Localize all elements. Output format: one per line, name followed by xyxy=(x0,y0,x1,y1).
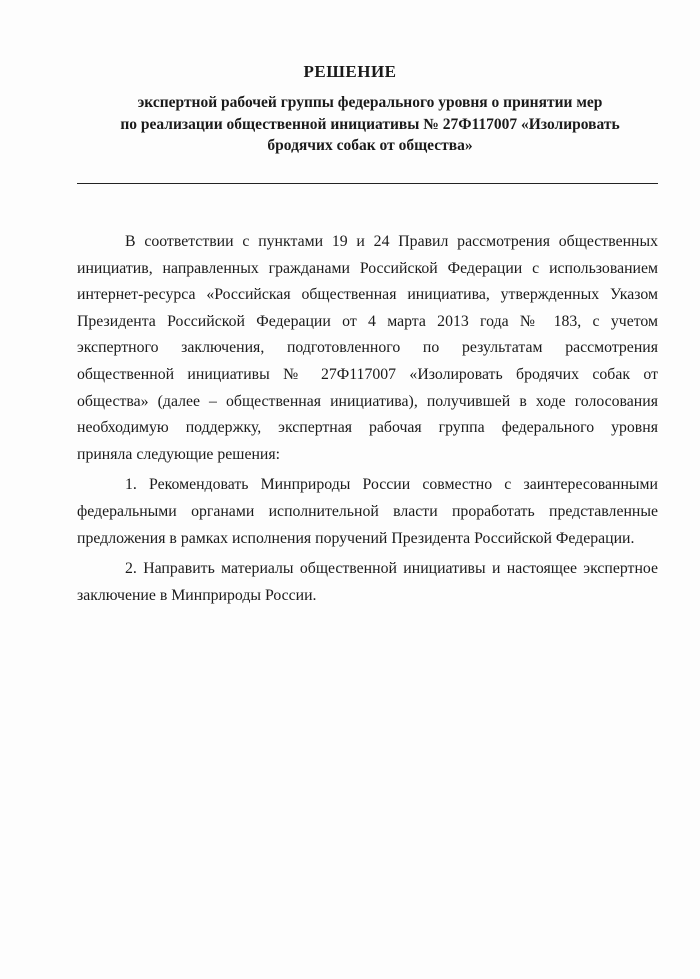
subtitle-line: по реализации общественной инициативы № 27Ф117007 «Изолировать xyxy=(120,115,620,133)
paragraph-line: общества» (далее – общественная инициатива), получившей в ходе голосования xyxy=(77,392,658,410)
document-body xyxy=(77,229,658,609)
document-subtitle xyxy=(80,92,660,157)
horizontal-rule xyxy=(77,183,658,184)
paragraph-decision-1 xyxy=(77,472,658,552)
paragraph-decision-2 xyxy=(77,556,658,609)
paragraph-preamble xyxy=(77,229,658,468)
paragraph-line: общественной инициативы № 27Ф117007 «Изолировать бродячих собак от xyxy=(77,365,658,383)
paragraph-line: инициатив, направленных гражданами Российской Федерации с использованием xyxy=(77,259,658,277)
paragraph-line: заключение в Минприроды России. xyxy=(77,586,317,604)
paragraph-line: предложения в рамках исполнения поручений Президента Российской Федерации. xyxy=(77,529,635,547)
paragraph-line: интернет-ресурса «Российская общественная инициатива, утвержденных Указом xyxy=(77,286,658,304)
paragraph-line: экспертного заключения, подготовленного по результатам рассмотрения xyxy=(77,339,658,357)
paragraph-line: необходимую поддержку, экспертная рабочая группа федерального уровня xyxy=(77,419,658,437)
paragraph-line: Президента Российской Федерации от 4 марта 2013 года № 183, с учетом xyxy=(77,312,658,330)
paragraph-line: 2. Направить материалы общественной инициативы и настоящее экспертное xyxy=(125,560,658,578)
subtitle-line: экспертной рабочей группы федерального уровня о принятии мер xyxy=(137,94,603,111)
document-title: РЕШЕНИЕ xyxy=(303,62,397,81)
paragraph-line: федеральными органами исполнительной власти проработать представленные xyxy=(77,502,658,520)
paragraph-line: 1. Рекомендовать Минприроды России совместно с заинтересованными xyxy=(125,476,658,494)
subtitle-line: бродячих собак от общества» xyxy=(267,137,473,154)
paragraph-line: приняла следующие решения: xyxy=(77,445,281,463)
paragraph-line: В соответствии с пунктами 19 и 24 Правил рассмотрения общественных xyxy=(125,233,658,250)
